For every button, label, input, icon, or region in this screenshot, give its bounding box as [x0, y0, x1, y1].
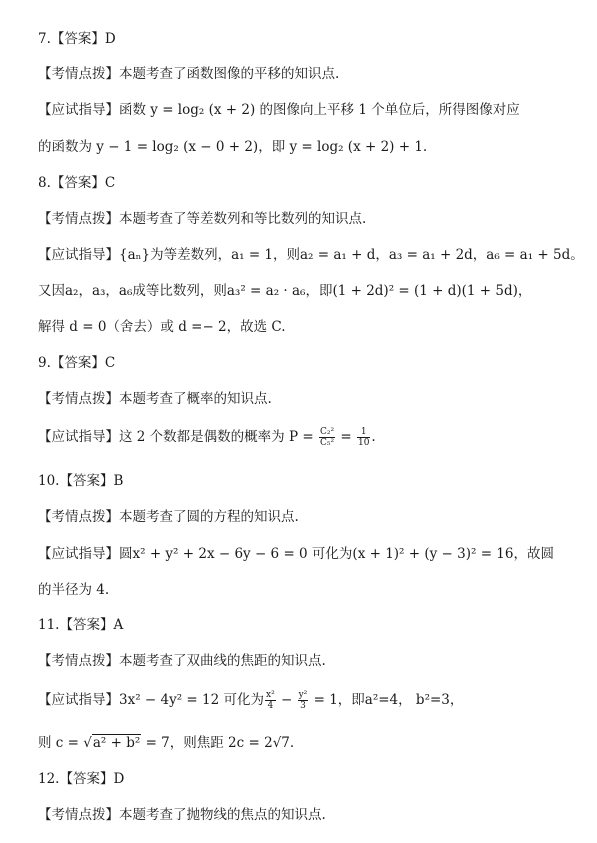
q9-combination-fraction — [319, 427, 335, 448]
q7-guide-line-1: 【应试指导】函数 y = log₂ (x + 2) 的图像向上平移 1 个单位后，所得图像对应 — [38, 102, 520, 118]
q7-answer: 7.【答案】D — [38, 31, 116, 47]
q11-x-fraction — [265, 690, 276, 711]
q9-frac2-numerator: 1 — [357, 427, 370, 438]
q12-point: 【考情点拨】本题考查了抛物线的焦点的知识点. — [38, 807, 326, 823]
q8-point: 【考情点拨】本题考查了等差数列和等比数列的知识点. — [38, 211, 367, 227]
q9-point: 【考情点拨】本题考查了概率的知识点. — [38, 391, 272, 407]
q11-guide-2-suffix: = 7，则焦距 2c = 2√7. — [141, 735, 295, 751]
q11-guide-line-2 — [38, 733, 577, 753]
q12-answer: 12.【答案】D — [38, 771, 125, 787]
q11-point: 【考情点拨】本题考查了双曲线的焦距的知识点. — [38, 653, 326, 669]
q11-frac1-denominator: 4 — [267, 701, 274, 711]
q10-point: 【考情点拨】本题考查了圆的方程的知识点. — [38, 509, 299, 525]
q8-guide-line-1: 【应试指导】{aₙ}为等差数列，a₁ = 1，则a₂ = a₁ + d，a₃ = a₁ + 2d，a₆ = a₁ + 5d。 — [38, 247, 584, 263]
q7-point: 【考情点拨】本题考查了函数图像的平移的知识点. — [38, 66, 340, 82]
q10-answer: 10.【答案】B — [38, 473, 124, 489]
q11-frac1-numerator: x² — [266, 690, 275, 700]
q11-guide-line-1 — [38, 690, 577, 711]
q11-guide-suffix: = 1，即a²=4， b²=3， — [309, 692, 464, 708]
q9-result-fraction — [357, 427, 370, 448]
q11-y-fraction — [298, 690, 309, 711]
q8-guide-line-2: 又因a₂，a₃，a₆成等比数列，则a₃² = a₂ · a₆，即(1 + 2d)² = (1 + d)(1 + 5d)， — [38, 283, 532, 299]
q10-guide-line-2: 的半径为 4. — [38, 582, 110, 598]
q11-sqrt-radicand: a² + b² — [92, 735, 141, 751]
q9-frac1-denominator: C₅² — [319, 438, 335, 448]
q11-guide-2-prefix: 则 c = √ — [38, 735, 92, 751]
q9-answer: 9.【答案】C — [38, 355, 116, 371]
q8-answer: 8.【答案】C — [38, 175, 116, 191]
q9-frac1-numerator: C₂² — [319, 427, 335, 437]
q11-guide-prefix: 【应试指导】3x² − 4y² = 12 可化为 — [38, 692, 264, 708]
q9-guide-prefix: 【应试指导】这 2 个数都是偶数的概率为 P = — [38, 429, 318, 445]
q11-minus: − — [276, 692, 297, 708]
q9-guide-suffix: . — [371, 429, 376, 445]
q7-guide-line-2: 的函数为 y − 1 = log₂ (x − 0 + 2)，即 y = log₂ (x + 2) + 1. — [38, 139, 428, 155]
q9-equals: = — [336, 429, 356, 445]
q9-frac2-denominator: 10 — [357, 438, 370, 448]
q8-guide-line-3: 解得 d = 0（舍去）或 d =− 2，故选 C. — [38, 319, 286, 335]
q9-guide — [38, 427, 577, 448]
q10-guide-line-1: 【应试指导】圆x² + y² + 2x − 6y − 6 = 0 可化为(x + 1)² + (y − 3)² = 16，故圆 — [38, 546, 554, 562]
q11-frac2-denominator: 3 — [300, 701, 306, 711]
q11-answer: 11.【答案】A — [38, 617, 124, 633]
q11-frac2-numerator: y² — [298, 690, 308, 700]
